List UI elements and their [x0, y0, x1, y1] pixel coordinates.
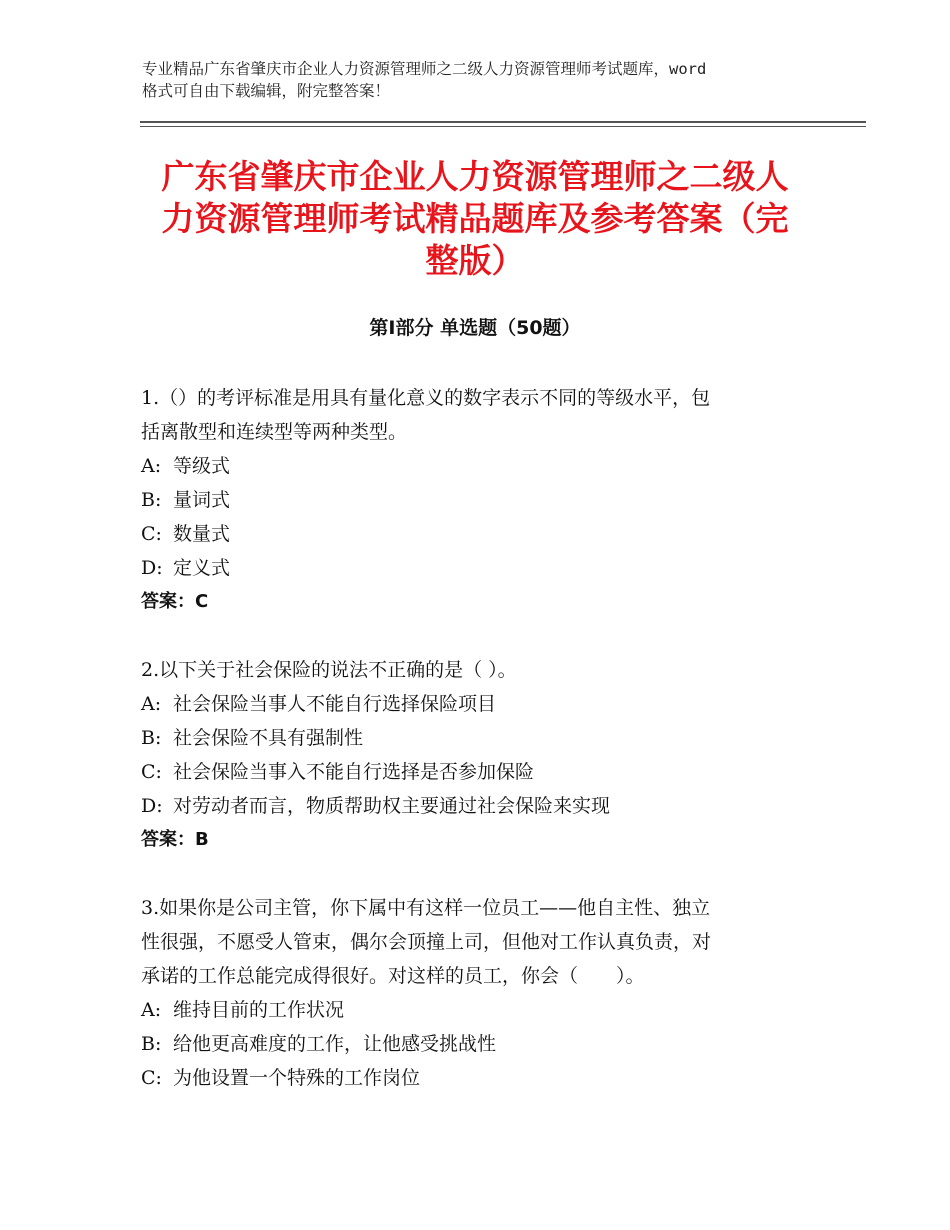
option-b [141, 1027, 811, 1061]
question-text: 3.如果你是公司主管，你下属中有这样一位员工——他自主性、独立 [141, 897, 711, 919]
option-text: 等级式 [173, 455, 231, 477]
header-divider-thick [140, 121, 866, 123]
option-text: 社会保险当事入不能自行选择是否参加保险 [173, 761, 535, 783]
header-line-1: 专业精品广东省肇庆市企业人力资源管理师之二级人力资源管理师考试题库，word [142, 60, 707, 78]
question-text: 承诺的工作总能完成得很好。对这样的员工，你会（ ）。 [141, 965, 645, 987]
header-line-2: 格式可自由下载编辑，附完整答案！ [142, 82, 391, 100]
option-text: 为他设置一个特殊的工作岗位 [173, 1067, 421, 1089]
option-c [141, 517, 811, 551]
question-1 [141, 381, 811, 619]
option-text: 定义式 [173, 557, 231, 579]
question-3 [141, 891, 811, 1095]
option-a [141, 687, 811, 721]
option-label: D: [141, 795, 163, 817]
option-text: 对劳动者而言，物质帮助权主要通过社会保险来实现 [173, 795, 611, 817]
title-line-3: 整版） [425, 241, 525, 280]
option-b [141, 721, 811, 755]
option-c [141, 755, 811, 789]
option-label: C: [141, 761, 162, 783]
question-text: 括离散型和连续型等两种类型。 [141, 421, 408, 443]
option-label: B: [141, 727, 162, 749]
option-text: 给他更高难度的工作，让他感受挑战性 [173, 1033, 497, 1055]
question-list [141, 381, 811, 1129]
option-label: C: [141, 1067, 162, 1089]
option-text: 维持目前的工作状况 [173, 999, 345, 1021]
question-2 [141, 653, 811, 857]
option-text: 社会保险当事人不能自行选择保险项目 [173, 693, 497, 715]
option-text: 量词式 [173, 489, 231, 511]
question-text: 1.（）的考评标准是用具有量化意义的数字表示不同的等级水平，包 [141, 387, 711, 409]
title-line-1: 广东省肇庆市企业人力资源管理师之二级人 [161, 157, 789, 196]
option-c [141, 1061, 811, 1095]
header-divider-thin [140, 126, 866, 127]
question-text: 性很强，不愿受人管束，偶尔会顶撞上司，但他对工作认真负责，对 [141, 931, 712, 953]
option-label: D: [141, 557, 163, 579]
document-title [140, 156, 810, 282]
answer: 答案：B [141, 829, 209, 850]
option-d [141, 551, 811, 585]
option-label: A: [141, 693, 162, 715]
option-a [141, 449, 811, 483]
option-label: C: [141, 523, 162, 545]
option-b [141, 483, 811, 517]
question-text: 2.以下关于社会保险的说法不正确的是（ ）。 [141, 659, 517, 681]
option-label: A: [141, 455, 162, 477]
option-label: B: [141, 1033, 162, 1055]
option-d [141, 789, 811, 823]
option-a [141, 993, 811, 1027]
option-label: A: [141, 999, 162, 1021]
answer: 答案：C [141, 591, 209, 612]
section-heading: 第Ⅰ部分 单选题（50题） [369, 317, 581, 339]
title-line-2: 力资源管理师考试精品题库及参考答案（完 [161, 199, 789, 238]
option-label: B: [141, 489, 162, 511]
document-header [142, 58, 822, 102]
option-text: 社会保险不具有强制性 [173, 727, 364, 749]
option-text: 数量式 [173, 523, 231, 545]
